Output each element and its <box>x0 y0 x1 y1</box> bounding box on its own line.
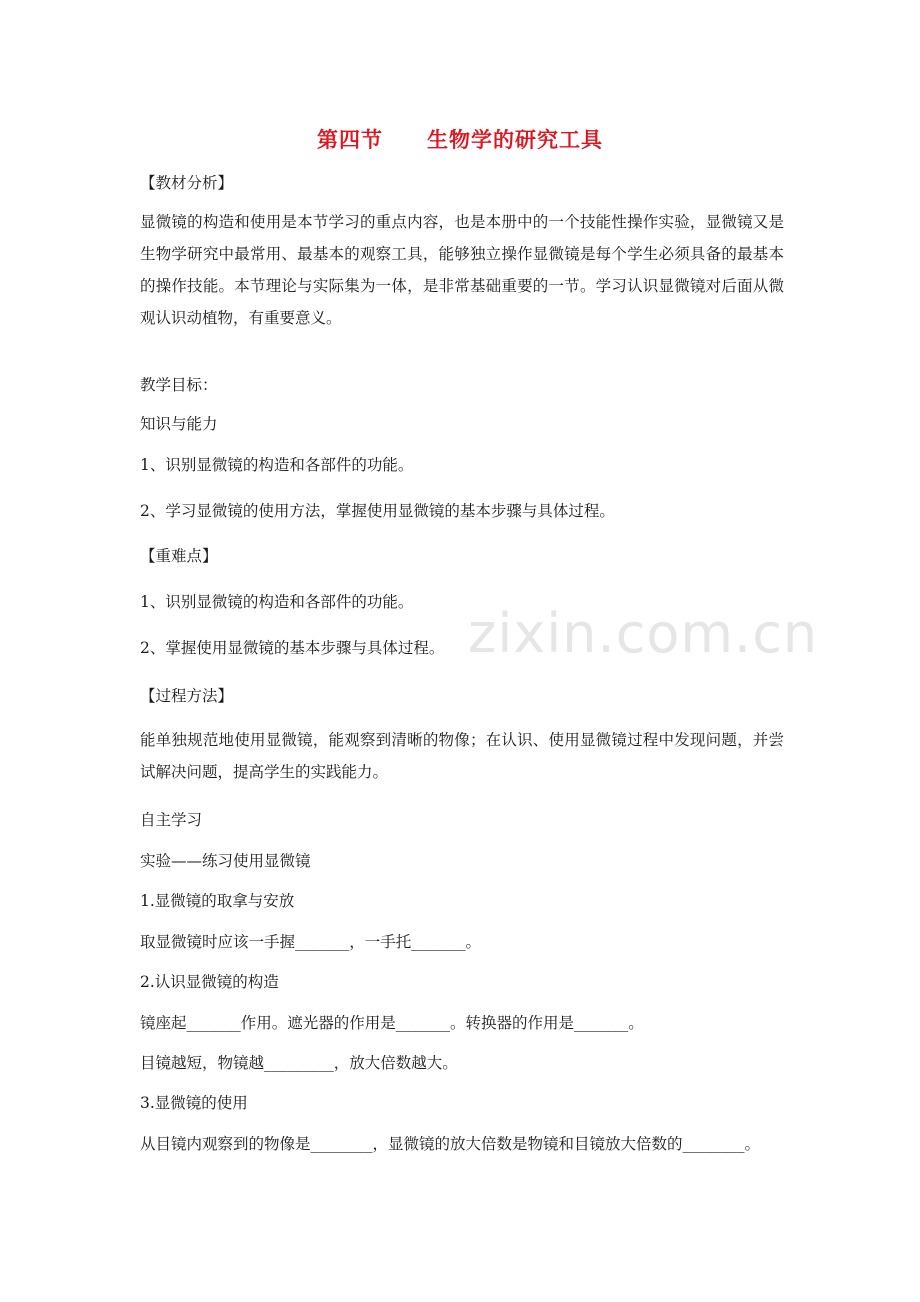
title-section-number: 第四节 <box>317 128 383 152</box>
section-3-title: 3.显微镜的使用 <box>140 1094 248 1112</box>
title-section-name: 生物学的研究工具 <box>427 128 603 152</box>
goals-heading: 教学目标： <box>140 376 218 394</box>
key-point-item-1: 1、识别显微镜的构造和各部件的功能。 <box>140 593 414 611</box>
goal-item-2: 2、学习显微镜的使用方法，掌握使用显微镜的基本步骤与具体过程。 <box>140 502 615 520</box>
section-1-text: 取显微镜时应该一手握_______，一手托_______。 <box>140 933 482 951</box>
analysis-heading: 【教材分析】 <box>140 174 234 192</box>
process-paragraph: 能单独规范地使用显微镜，能观察到清晰的物像；在认识、使用显微镜过程中发现问题，并尝试解决问题，提高学生的实践能力。 <box>140 731 784 781</box>
goals-subheading: 知识与能力 <box>140 415 218 433</box>
key-points-heading: 【重难点】 <box>140 547 218 565</box>
section-1-title: 1.显微镜的取拿与安放 <box>140 892 295 910</box>
goal-item-1: 1、识别显微镜的构造和各部件的功能。 <box>140 456 414 474</box>
key-point-item-2: 2、掌握使用显微镜的基本步骤与具体过程。 <box>140 639 445 657</box>
section-3-text: 从目镜内观察到的物像是________，显微镜的放大倍数是物镜和目镜放大倍数的________。 <box>140 1135 761 1153</box>
section-2-text-2: 目镜越短，物镜越_________，放大倍数越大。 <box>140 1054 458 1072</box>
process-heading: 【过程方法】 <box>140 687 234 705</box>
experiment-title: 实验——练习使用显微镜 <box>140 852 311 870</box>
page-title <box>0 124 920 154</box>
section-2-title: 2.认识显微镜的构造 <box>140 973 279 991</box>
watermark-text: zixin.com.cn <box>468 602 819 665</box>
self-study-heading: 自主学习 <box>140 811 203 829</box>
section-2-text-1: 镜座起_______作用。遮光器的作用是_______。转换器的作用是_______。 <box>140 1014 644 1032</box>
analysis-paragraph: 显微镜的构造和使用是本节学习的重点内容，也是本册中的一个技能性操作实验，显微镜又是生物学研究中最常用、最基本的观察工具，能够独立操作显微镜是每个学生必须具备的最基本的操作技能。本节理论与实际集为一体，是非常基础重要的一节。学习认识显微镜对后面从微观认识动植物，有重要意义。 <box>140 213 784 327</box>
